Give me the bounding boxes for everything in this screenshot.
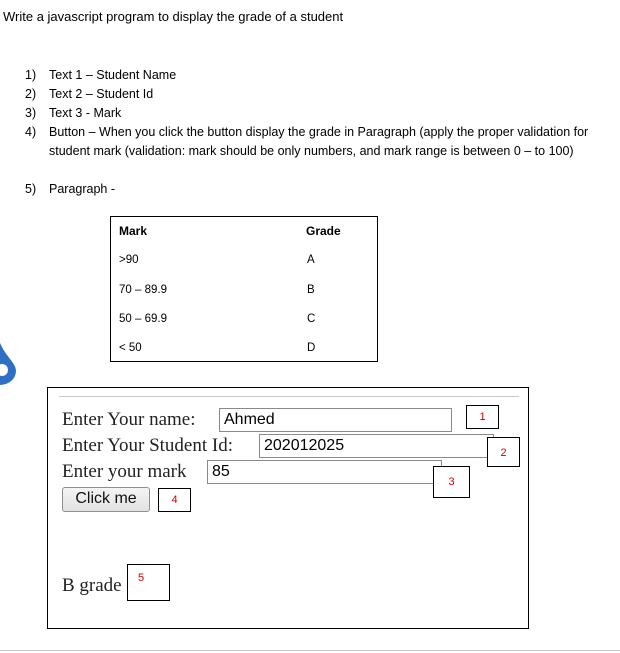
drop-marker-icon (0, 343, 16, 385)
table-header-mark: Mark (119, 224, 148, 238)
table-cell-mark: >90 (119, 254, 139, 266)
table-cell-grade: A (307, 254, 315, 266)
click-me-button[interactable]: Click me (62, 487, 150, 512)
mark-label: Enter your mark (62, 461, 187, 482)
table-cell-grade: D (307, 342, 316, 354)
grade-result-paragraph: B grade (62, 575, 122, 596)
annotation-label-3: 3 (433, 466, 470, 498)
mark-input[interactable]: 85 (207, 460, 442, 484)
table-cell-mark: < 50 (119, 342, 142, 354)
table-cell-grade: B (307, 284, 315, 296)
table-header-grade: Grade (306, 224, 341, 238)
divider (59, 396, 519, 397)
student-id-input[interactable]: 202012025 (259, 434, 494, 458)
page-bottom-divider (0, 650, 620, 651)
page-title: Write a javascript program to display the grade of a student (3, 9, 344, 24)
annotation-label-2: 2 (487, 437, 520, 467)
table-cell-mark: 50 – 69.9 (119, 313, 167, 325)
name-label: Enter Your name: (62, 409, 196, 430)
student-id-label: Enter Your Student Id: (62, 435, 233, 456)
name-input[interactable]: Ahmed (219, 408, 452, 432)
annotation-label-4: 4 (158, 488, 191, 512)
table-cell-grade: C (307, 313, 316, 325)
grade-table (110, 216, 378, 362)
demo-screenshot (47, 387, 529, 629)
annotation-label-1: 1 (466, 405, 499, 429)
table-cell-mark: 70 – 89.9 (119, 284, 167, 296)
annotation-label-5: 5 (127, 564, 170, 601)
